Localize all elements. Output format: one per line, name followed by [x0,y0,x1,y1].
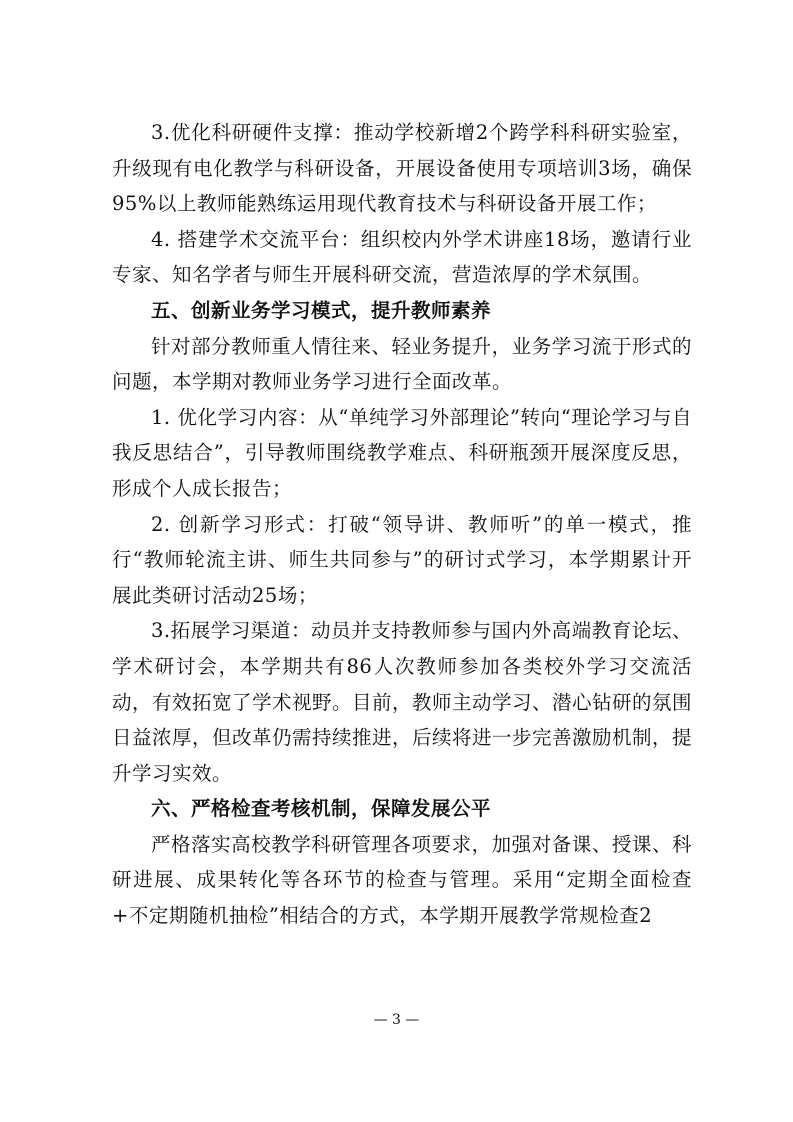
paragraph-study-channels: 3.拓展学习渠道：动员并支持教师参与国内外高端教育论坛、学术研讨会，本学期共有86人次教师参加各类校外学习交流活动，有效拓宽了学术视野。目前，教师主动学习、潜心钻研的氛围日益浓厚，但改革仍需持续推进，后续将进一步完善激励机制，提升学习实效。 [112,619,693,785]
paragraph-inspection: 严格落实高校教学科研管理各项要求，加强对备课、授课、科研进展、成果转化等各环节的检查与管理。采用“定期全面检查+不定期随机抽检”相结合的方式，本学期开展教学常规检查2 [112,832,692,928]
paragraph-academic-exchange: 4. 搭建学术交流平台：组织校内外学术讲座18场，邀请行业专家、知名学者与师生开展科研交流，营造浓厚的学术氛围。 [112,227,692,287]
document-body [112,115,692,934]
paragraph-study-form: 2. 创新学习形式：打破“领导讲、教师听”的单一模式，推行“教师轮流主讲、师生共同参与”的研讨式学习，本学期累计开展此类研讨活动25场； [112,512,692,607]
page-number: — 3 — [373,1012,420,1028]
section-heading-six: 六、严格检查考核机制，保障发展公平 [151,797,492,821]
paragraph-study-content: 1. 优化学习内容：从“单纯学习外部理论”转向“理论学习与自我反思结合”，引导教师围绕教学难点、科研瓶颈开展深度反思，形成个人成长报告； [112,405,692,500]
paragraph-study-intro: 针对部分教师重人情往来、轻业务提升，业务学习流于形式的问题，本学期对教师业务学习进行全面改革。 [112,334,692,394]
paragraph-hardware-support: 3.优化科研硬件支撑：推动学校新增2个跨学科科研实验室，升级现有电化教学与科研设备，开展设备使用专项培训3场，确保95%以上教师能熟练运用现代教育技术与科研设备开展工作； [112,121,692,216]
section-heading-five: 五、创新业务学习模式，提升教师素养 [151,298,492,322]
